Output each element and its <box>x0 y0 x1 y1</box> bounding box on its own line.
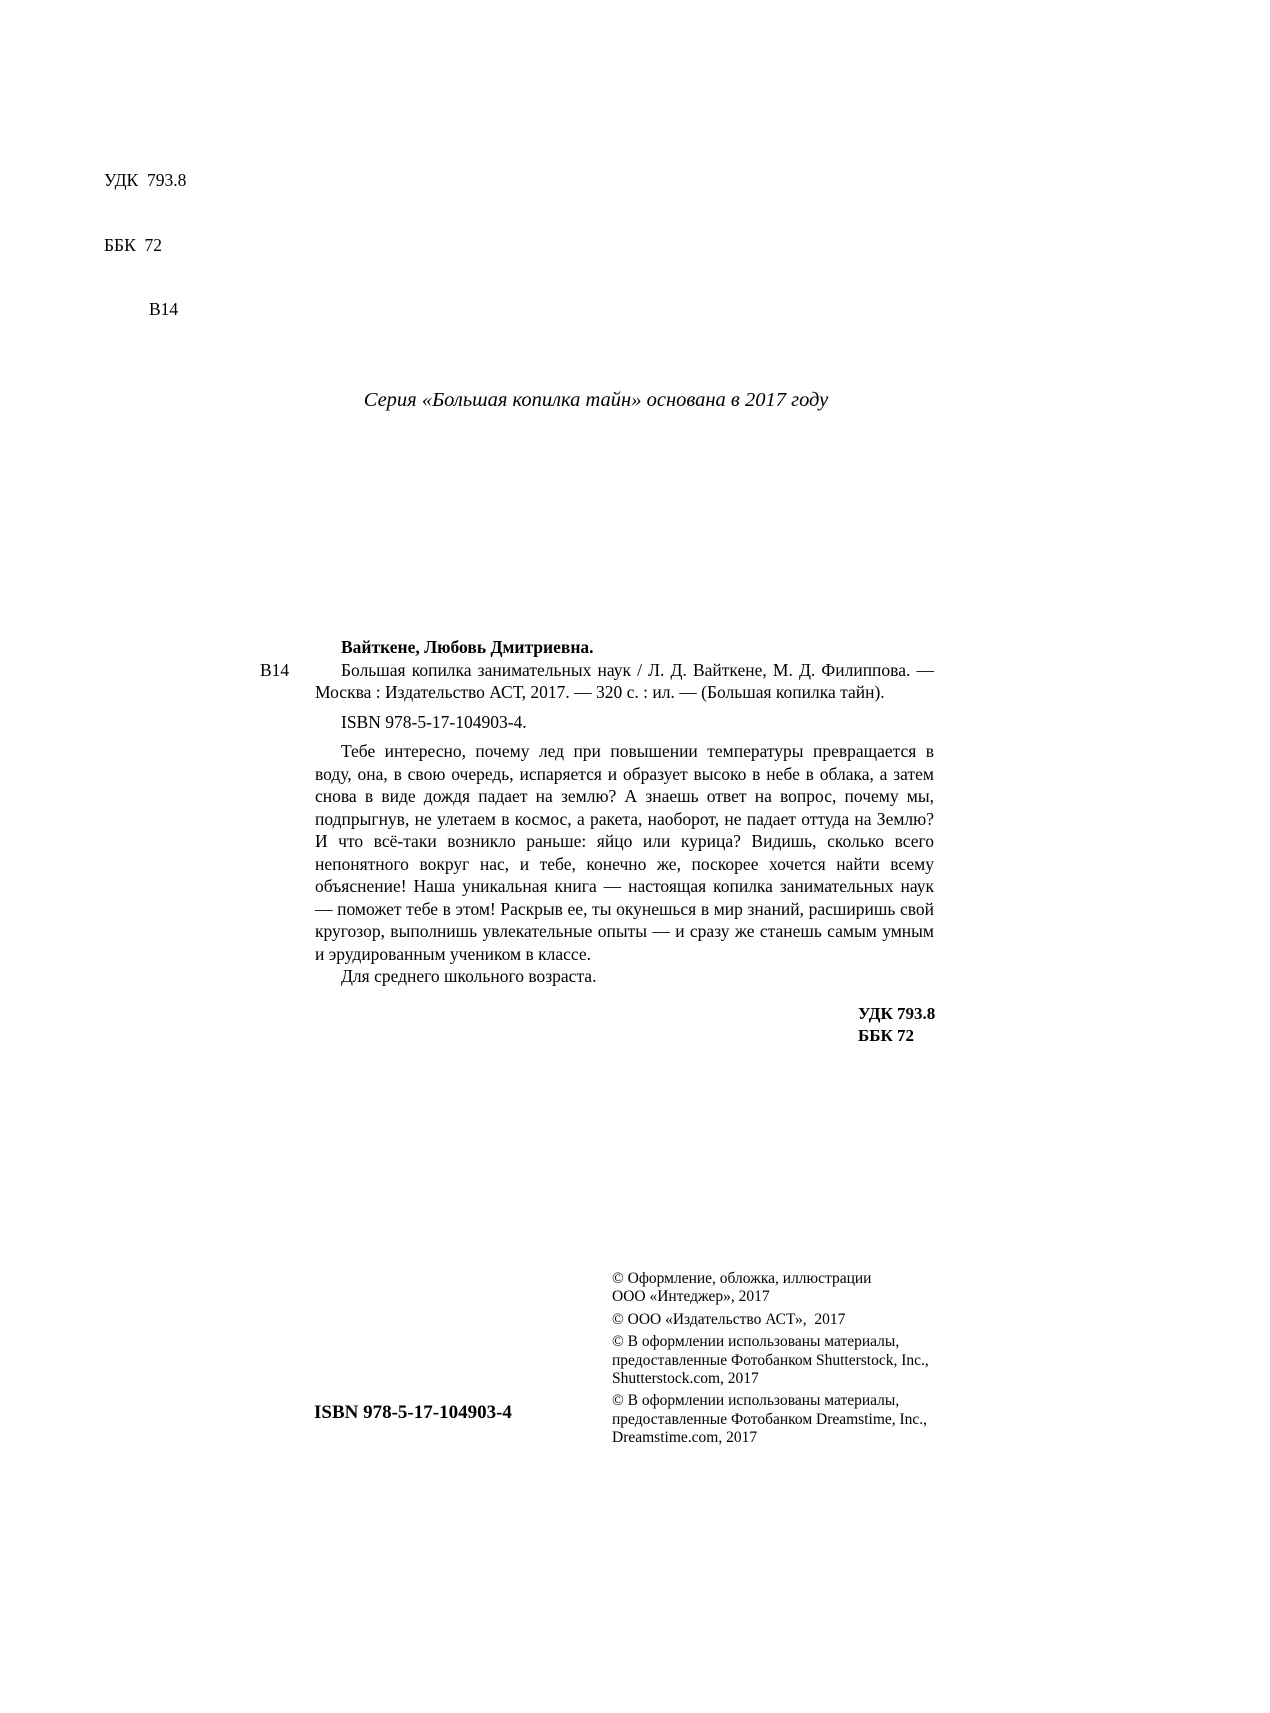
copyright-line: © В оформлении использованы материалы, <box>612 1333 900 1351</box>
bbk-code-right: ББК 72 <box>858 1026 915 1045</box>
copyright-line: © ООО «Издательство АСТ», 2017 <box>612 1310 846 1328</box>
author-heading: Вайткене, Любовь Дмитриевна. <box>341 637 594 657</box>
author-sign-top: В14 <box>149 299 179 319</box>
copyright-line: Dreamstime.com, 2017 <box>612 1429 758 1447</box>
bibliographic-record <box>260 636 934 988</box>
bbk-code-top: ББК 72 <box>104 234 163 255</box>
classification-codes-top <box>104 127 186 364</box>
author-sign-margin: В14 <box>260 659 290 680</box>
copyright-block <box>612 1270 972 1452</box>
copyright-line: предоставленные Фотобанком Dreamstime, Inc., <box>612 1410 928 1428</box>
annotation-paragraph: Тебе интересно, почему лед при повышении температуры превращается в воду, она, в свою очередь, испаряется и образует высоко в небе в облака, а затем снова в виде дождя падает на землю? А знаешь ответ на вопрос, почему мы, подпрыгнув, не улетаем в космос, а ракета, наоборот, не падает оттуда на Землю? И что всё-таки возникло раньше: яйцо или курица? Видишь, сколько всего непонятного вокруг нас, и тебе, конечно же, поскорее хочется найти всему объяснение! Наша уникальная книга — настоящая копилка занимательных наук — поможет тебе в этом! Раскрыв ее, ты окунешься в мир знаний, расширишь свой кругозор, выполнишь увлекательные опыты — и сразу же станешь самым умным и эрудированным учеником в классе. <box>315 741 934 964</box>
copyright-entry-publisher <box>612 1311 972 1329</box>
copyright-line: ООО «Интеджер», 2017 <box>612 1288 770 1306</box>
udk-code-right: УДК 793.8 <box>858 1004 936 1023</box>
copyright-line: предоставленные Фотобанком Shutterstock, Inc., <box>612 1351 929 1369</box>
copyright-line: © Оформление, обложка, иллюстрации <box>612 1270 872 1287</box>
copyright-line: Shutterstock.com, 2017 <box>612 1370 759 1388</box>
copyright-entry-shutterstock <box>612 1333 972 1388</box>
isbn-line: ISBN 978-5-17-104903-4. <box>341 711 527 732</box>
audience-note: Для среднего школьного возраста. <box>341 966 597 986</box>
copyright-entry-design <box>612 1270 972 1307</box>
isbn-bottom: ISBN 978-5-17-104903-4 <box>314 1402 512 1423</box>
copyright-entry-dreamstime <box>612 1392 972 1447</box>
udk-code-top: УДК 793.8 <box>104 170 187 190</box>
classification-codes-right <box>858 1003 935 1047</box>
series-note: Серия «Большая копилка тайн» основана в 2017 году <box>363 389 829 411</box>
bib-entry <box>260 659 934 704</box>
copyright-line: © В оформлении использованы материалы, <box>612 1392 900 1410</box>
bib-description: Большая копилка занимательных наук / Л. Д. Вайткене, М. Д. Филиппова. — Москва : Издательство АСТ, 2017. — 320 с. : ил. — (Большая копилка тайн). <box>315 659 934 702</box>
